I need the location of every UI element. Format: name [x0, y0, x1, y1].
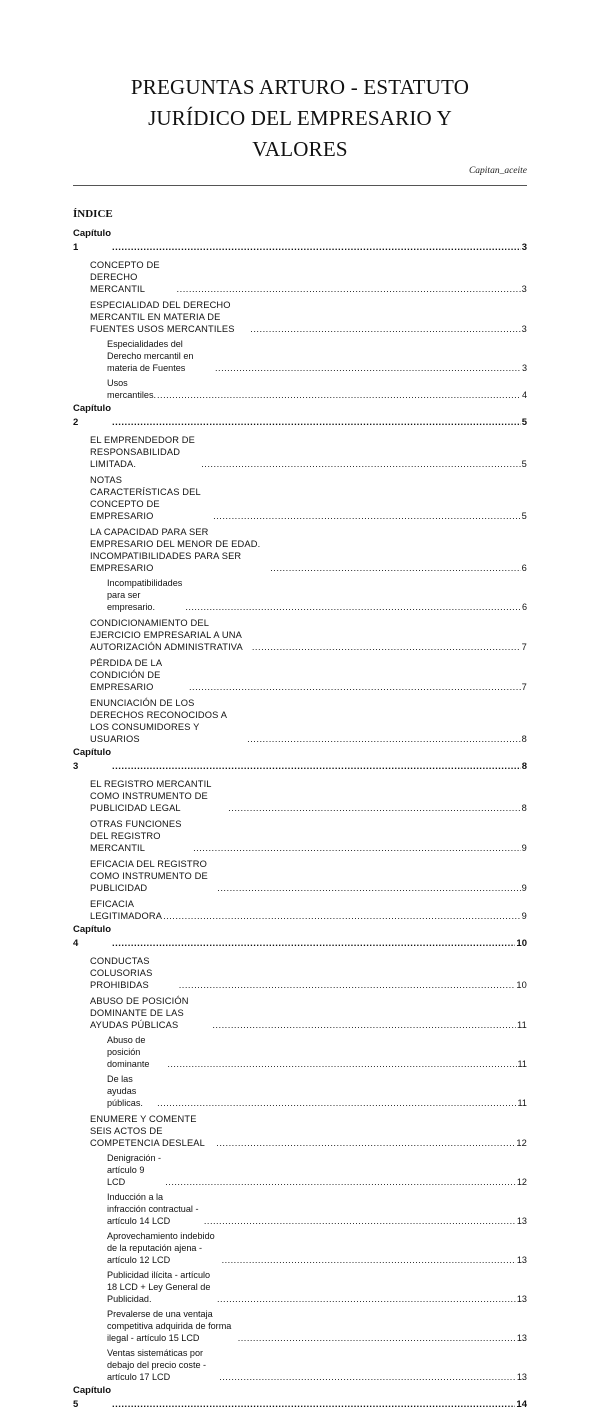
toc-entry-title: Capítulo 5 — [73, 1385, 111, 1410]
toc-subsection-entry[interactable] — [73, 338, 527, 374]
toc-entry-title: Prevalerse de una ventaja competitiva adquirida de forma ilegal - artículo 15 LCD — [107, 1309, 232, 1343]
toc-entry-title: Incompatibilidades para ser empresario. — [107, 578, 183, 612]
title-line-3: VALORES — [252, 137, 348, 161]
toc-page-number: 7 — [521, 682, 527, 692]
toc-entry-title: Capítulo 1 — [73, 228, 111, 253]
toc-page-number: 11 — [517, 1098, 527, 1108]
toc-section-entry[interactable] — [73, 657, 527, 693]
toc-subsection-entry[interactable] — [73, 1230, 527, 1266]
toc-dot-leader — [193, 842, 521, 854]
toc-dot-leader — [112, 760, 521, 774]
toc-entry-title: CONCEPTO DE DERECHO MERCANTIL — [90, 260, 160, 294]
toc-entry-title: NOTAS CARACTERÍSTICAS DEL CONCEPTO DE EMPRESARIO — [90, 475, 201, 521]
toc-dot-leader — [238, 1332, 516, 1344]
toc-section-entry[interactable] — [73, 955, 527, 991]
toc-subsection-entry[interactable] — [73, 1269, 527, 1305]
toc-entry-title: EL REGISTRO MERCANTIL COMO INSTRUMENTO DE PUBLICIDAD LEGAL — [90, 779, 212, 813]
toc-page-number: 13 — [516, 1216, 527, 1226]
toc-dot-leader — [204, 1215, 516, 1227]
toc-dot-leader — [219, 1371, 516, 1383]
toc-page-number: 12 — [516, 1177, 527, 1187]
toc-page-number: 3 — [521, 324, 527, 334]
toc-dot-leader — [217, 1293, 516, 1305]
document-title — [60, 72, 540, 165]
toc-section-entry[interactable] — [73, 697, 527, 745]
toc-dot-leader — [222, 1254, 516, 1266]
toc-page-number: 9 — [521, 883, 527, 893]
title-line-1: PREGUNTAS ARTURO - ESTATUTO — [130, 75, 470, 99]
toc-entry-title: De las ayudas públicas. — [107, 1074, 143, 1108]
toc-entry-title: Capítulo 2 — [73, 403, 111, 428]
toc-page-number: 12 — [516, 1138, 527, 1148]
toc-entry-title: LA CAPACIDAD PARA SER EMPRESARIO DEL MENOR DE EDAD. INCOMPATIBILIDADES PARA SER EMPRESARIO — [90, 527, 261, 573]
toc-page-number: 13 — [516, 1372, 527, 1382]
toc-section-entry[interactable] — [73, 995, 527, 1031]
toc-section-entry[interactable] — [73, 858, 527, 894]
toc-chapter-entry[interactable] — [73, 923, 527, 951]
toc-dot-leader — [212, 1019, 516, 1031]
toc-page-number: 5 — [521, 417, 527, 428]
toc-dot-leader — [185, 601, 521, 613]
toc-chapter-entry[interactable] — [73, 746, 527, 774]
toc-subsection-entry[interactable] — [73, 1308, 527, 1344]
toc-dot-leader — [157, 1097, 516, 1109]
toc-subsection-entry[interactable] — [73, 577, 527, 613]
toc-page-number: 11 — [517, 1020, 527, 1030]
toc-dot-leader — [250, 323, 520, 335]
toc-entry-title: Abuso de posición dominante — [107, 1035, 150, 1069]
toc-entry-title: Aprovechamiento indebido de la reputación ajena - artículo 12 LCD — [107, 1231, 215, 1265]
toc-page-number: 8 — [521, 734, 527, 744]
toc-dot-leader — [179, 979, 516, 991]
toc-heading: ÍNDICE — [73, 208, 113, 220]
title-line-2: JURÍDICO DEL EMPRESARIO Y — [148, 106, 452, 130]
toc-entry-title: Especialidades del Derecho mercantil en materia de Fuentes — [107, 339, 194, 373]
toc-page-number: 14 — [516, 1399, 527, 1410]
toc-entry-title: OTRAS FUNCIONES DEL REGISTRO MERCANTIL — [90, 819, 182, 853]
toc-entry-title: ENUNCIACIÓN DE LOS DERECHOS RECONOCIDOS A LOS CONSUMIDORES Y USUARIOS — [90, 698, 227, 744]
toc-chapter-entry[interactable] — [73, 1384, 527, 1412]
toc-page-number: 4 — [521, 390, 527, 400]
toc-dot-leader — [157, 389, 521, 401]
toc-section-entry[interactable] — [73, 299, 527, 335]
table-of-contents — [73, 226, 527, 1412]
toc-page-number: 9 — [521, 911, 527, 921]
toc-entry-title: EL EMPRENDEDOR DE RESPONSABILIDAD LIMITADA. — [90, 435, 196, 469]
toc-entry-title: CONDUCTAS COLUSORIAS PROHIBIDAS — [90, 956, 153, 990]
toc-dot-leader — [163, 910, 521, 922]
toc-entry-title: Denigración - artículo 9 LCD — [107, 1153, 162, 1187]
toc-dot-leader — [247, 733, 521, 745]
toc-dot-leader — [215, 362, 521, 374]
toc-chapter-entry[interactable] — [73, 402, 527, 430]
toc-entry-title: PÉRDIDA DE LA CONDICIÓN DE EMPRESARIO — [90, 658, 162, 692]
toc-dot-leader — [213, 510, 521, 522]
toc-page-number: 3 — [521, 363, 527, 373]
toc-dot-leader — [228, 802, 521, 814]
toc-dot-leader — [167, 1058, 516, 1070]
toc-page-number: 13 — [516, 1255, 527, 1265]
toc-entry-title: Inducción a la infracción contractual - artículo 14 LCD — [107, 1192, 199, 1226]
toc-dot-leader — [112, 241, 521, 255]
toc-section-entry[interactable] — [73, 617, 527, 653]
toc-section-entry[interactable] — [73, 778, 527, 814]
toc-chapter-entry[interactable] — [73, 227, 527, 255]
toc-section-entry[interactable] — [73, 898, 527, 922]
toc-dot-leader — [270, 562, 520, 574]
toc-dot-leader — [177, 283, 521, 295]
toc-dot-leader — [112, 1398, 515, 1412]
toc-subsection-entry[interactable] — [73, 1073, 527, 1109]
toc-page-number: 6 — [521, 563, 527, 573]
title-divider — [73, 185, 527, 186]
author-name: Capitan_aceite — [468, 166, 527, 176]
toc-page-number: 8 — [521, 803, 527, 813]
toc-page-number: 3 — [521, 242, 527, 253]
toc-entry-title: ESPECIALIDAD DEL DERECHO MERCANTIL EN MATERIA DE FUENTES USOS MERCANTILES — [90, 300, 235, 334]
toc-entry-title: EFICACIA DEL REGISTRO COMO INSTRUMENTO DE PUBLICIDAD — [90, 859, 208, 893]
toc-page-number: 8 — [521, 761, 527, 772]
toc-entry-title: Capítulo 4 — [73, 924, 111, 949]
toc-subsection-entry[interactable] — [73, 1152, 527, 1188]
toc-entry-title: Capítulo 3 — [73, 747, 111, 772]
toc-entry-title: Usos mercantiles. — [107, 378, 157, 400]
toc-dot-leader — [189, 681, 521, 693]
toc-entry-title: Ventas sistemáticas por debajo del precio coste - artículo 17 LCD — [107, 1348, 207, 1382]
toc-subsection-entry[interactable] — [73, 1191, 527, 1227]
toc-subsection-entry[interactable] — [73, 1034, 527, 1070]
toc-section-entry[interactable] — [73, 526, 527, 574]
toc-section-entry[interactable] — [73, 474, 527, 522]
toc-page-number: 13 — [516, 1294, 527, 1304]
toc-entry-title: ABUSO DE POSICIÓN DOMINANTE DE LAS AYUDAS PÚBLICAS — [90, 996, 189, 1030]
toc-dot-leader — [216, 1137, 515, 1149]
toc-section-entry[interactable] — [73, 259, 527, 295]
toc-page-number: 6 — [521, 602, 527, 612]
toc-page-number: 5 — [521, 511, 527, 521]
toc-page-number: 7 — [521, 642, 527, 652]
toc-section-entry[interactable] — [73, 434, 527, 470]
toc-entry-title: EFICACIA LEGITIMADORA — [90, 899, 163, 921]
toc-entry-title: ENUMERE Y COMENTE SEIS ACTOS DE COMPETENCIA DESLEAL — [90, 1114, 205, 1148]
toc-dot-leader — [252, 641, 521, 653]
toc-page-number: 13 — [516, 1333, 527, 1343]
toc-page-number: 9 — [521, 843, 527, 853]
toc-dot-leader — [165, 1176, 516, 1188]
toc-dot-leader — [112, 937, 515, 951]
toc-dot-leader — [217, 882, 520, 894]
toc-section-entry[interactable] — [73, 818, 527, 854]
toc-subsection-entry[interactable] — [73, 377, 527, 401]
toc-dot-leader — [201, 458, 520, 470]
toc-section-entry[interactable] — [73, 1113, 527, 1149]
toc-page-number: 10 — [516, 938, 527, 949]
toc-page-number: 11 — [517, 1059, 527, 1069]
toc-subsection-entry[interactable] — [73, 1347, 527, 1383]
toc-entry-title: Publicidad ilícita - artículo 18 LCD + Ley General de Publicidad. — [107, 1270, 211, 1304]
toc-page-number: 10 — [516, 980, 527, 990]
toc-dot-leader — [112, 416, 521, 430]
toc-entry-title: CONDICIONAMIENTO DEL EJERCICIO EMPRESARIAL A UNA AUTORIZACIÓN ADMINISTRATIVA — [90, 618, 243, 652]
toc-page-number: 3 — [521, 284, 527, 294]
toc-page-number: 5 — [521, 459, 527, 469]
